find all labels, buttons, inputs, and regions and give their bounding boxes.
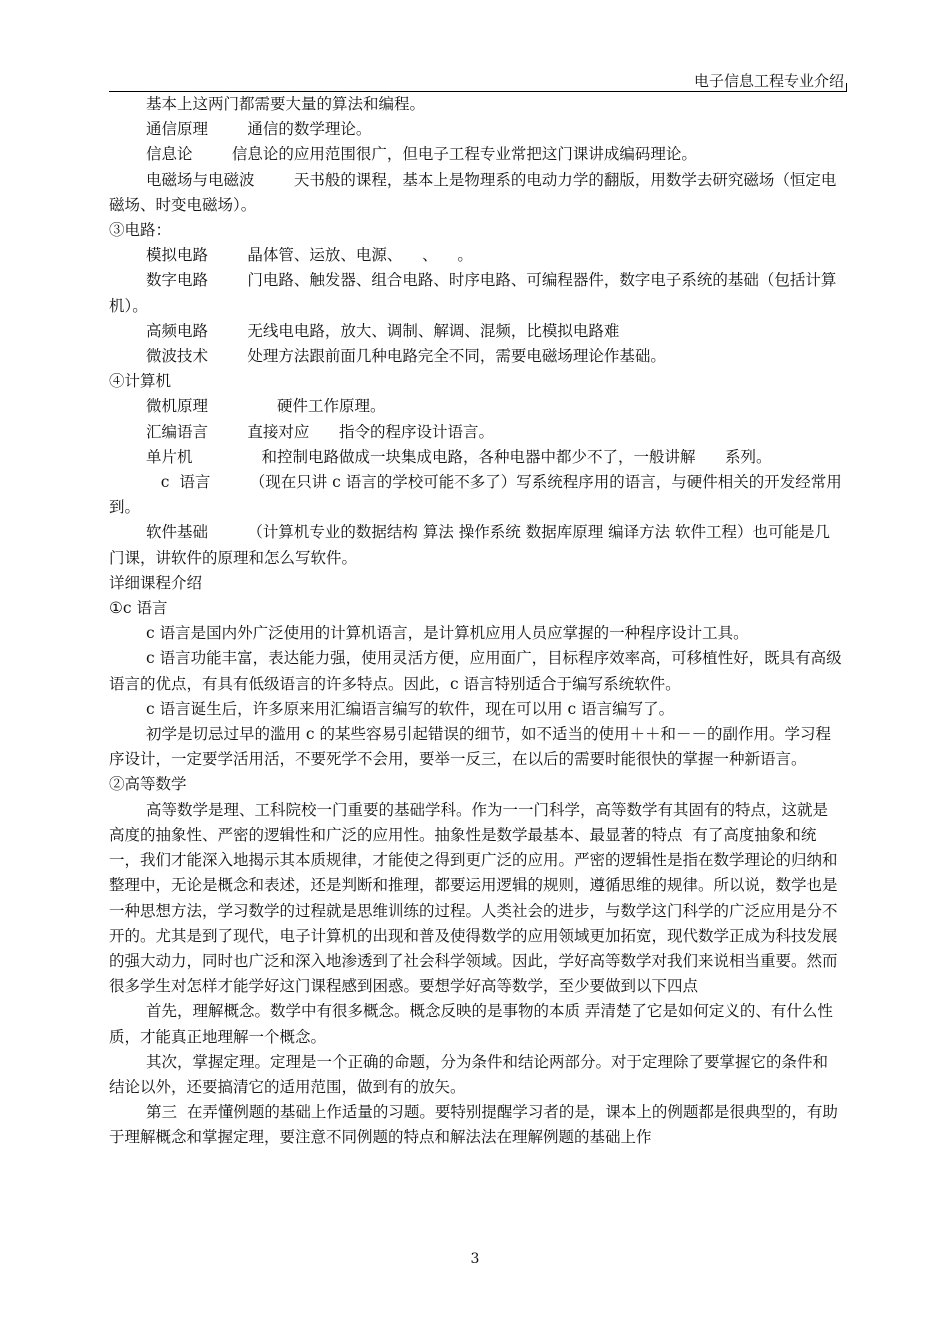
paragraph: 第三 在弄懂例题的基础上作适量的习题。要特别提醒学习者的是，课本上的例题都是很典型的，有助于理解概念和掌握定理，要注意不同例题的特点和解法法在理解例题的基础上作 (109, 1103, 838, 1147)
paragraph: 首先，理解概念。数学中有很多概念。概念反映的是事物的本质 弄清楚了它是如何定义的、有什么性质，才能真正地理解一个概念。 (109, 1002, 833, 1046)
document-body (109, 92, 842, 1151)
paragraph: 数字电路 门电路、触发器、组合电路、时序电路、可编程器件，数字电子系统的基础（包括计算机）。 (109, 271, 837, 315)
paragraph: 其次，掌握定理。定理是一个正确的命题，分为条件和结论两部分。对于定理除了要掌握它的条件和结论以外，还要搞清它的适用范围，做到有的放矢。 (109, 1052, 829, 1096)
paragraph: 电磁场与电磁波 天书般的课程，基本上是物理系的电动力学的翻版，用数学去研究磁场（恒定电磁场、时变电磁场）。 (109, 170, 837, 214)
paragraph: 详细课程介绍 (109, 573, 203, 592)
paragraph: 软件基础 （计算机专业的数据结构 算法 操作系统 数据库原理 编译方法 软件工程）也可能是几门课，讲软件的原理和怎么写软件。 (109, 523, 831, 567)
paragraph: c 语言诞生后，许多原来用汇编语言编写的软件，现在可以用 c 语言编写了。 (146, 699, 675, 718)
paragraph: 高等数学是理、工科院校一门重要的基础学科。作为一一门科学，高等数学有其固有的特点，这就是高度的抽象性、严密的逻辑性和广泛的应用性。抽象性是数学最基本、最显著的特点 有了高度抽象和统一，我们才能深入地揭示其本质规律，才能使之得到更广泛的应用。严密的逻辑性是指在数学理论的归纳和整理中，无论是概念和表述，还是判断和推理，都要运用逻辑的规则，遵循思维的规律。所以说，数学也是一种思想方法，学习数学的过程就是思维训练的过程。人类社会的进步，与数学这门科学的广泛应用是分不开的。尤其是到了现代，电子计算机的出现和普及使得数学的应用领域更加拓宽，现代数学正成为科技发展的强大动力，同时也广泛和深入地渗透到了社会科学领域。因此，学好高等数学对我们来说相当重要。然而很多学生对怎样才能学好这门课程感到困惑。要想学好高等数学，至少要做到以下四点 (109, 800, 838, 996)
paragraph: ③电路： (109, 221, 172, 240)
paragraph: 微机原理 硬件工作原理。 (146, 397, 386, 416)
paragraph: c 语言是国内外广泛使用的计算机语言，是计算机应用人员应掌握的一种程序设计工具。 (146, 624, 749, 643)
paragraph: 高频电路 无线电电路，放大、调制、解调、混频，比模拟电路难 (146, 321, 620, 340)
paragraph: 基本上这两门都需要大量的算法和编程。 (146, 95, 426, 113)
paragraph: 单片机 和控制电路做成一块集成电路，各种电器中都少不了，一般讲解 系列。 (146, 447, 772, 466)
paragraph: ④计算机 (109, 372, 172, 391)
running-header-title: 电子信息工程专业介绍 (693, 72, 844, 90)
header-rule-tick (846, 83, 847, 92)
paragraph: 汇编语言 直接对应 指令的程序设计语言。 (146, 422, 494, 441)
page-number: 3 (470, 1251, 480, 1267)
paragraph: c 语言功能丰富，表达能力强，使用灵活方便，应用面广，目标程序效率高，可移植性好，既具有高级语言的优点，有具有低级语言的许多特点。因此，c 语言特别适合于编写系统软件。 (109, 649, 842, 693)
paragraph: 通信原理 通信的数学理论。 (146, 120, 372, 139)
paragraph: c 语言 （现在只讲 c 语言的学校可能不多了）写系统程序用的语言，与硬件相关的开发经常用到。 (109, 473, 842, 517)
paragraph: ②高等数学 (109, 775, 187, 794)
paragraph: 模拟电路 晶体管、运放、电源、 、 。 (146, 246, 473, 265)
paragraph: ①c 语言 (109, 599, 168, 618)
paragraph: 微波技术 处理方法跟前面几种电路完全不同，需要电磁场理论作基础。 (146, 347, 666, 366)
paragraph: 初学是切忌过早的滥用 c 的某些容易引起错误的细节，如不适当的使用＋＋和－－的副作用。学习程序设计，一定要学活用活，不要死学不会用，要举一反三，在以后的需要时能很快的掌握一种新语言。 (109, 725, 832, 769)
paragraph: 信息论 信息论的应用范围很广，但电子工程专业常把这门课讲成编码理论。 (146, 145, 697, 164)
